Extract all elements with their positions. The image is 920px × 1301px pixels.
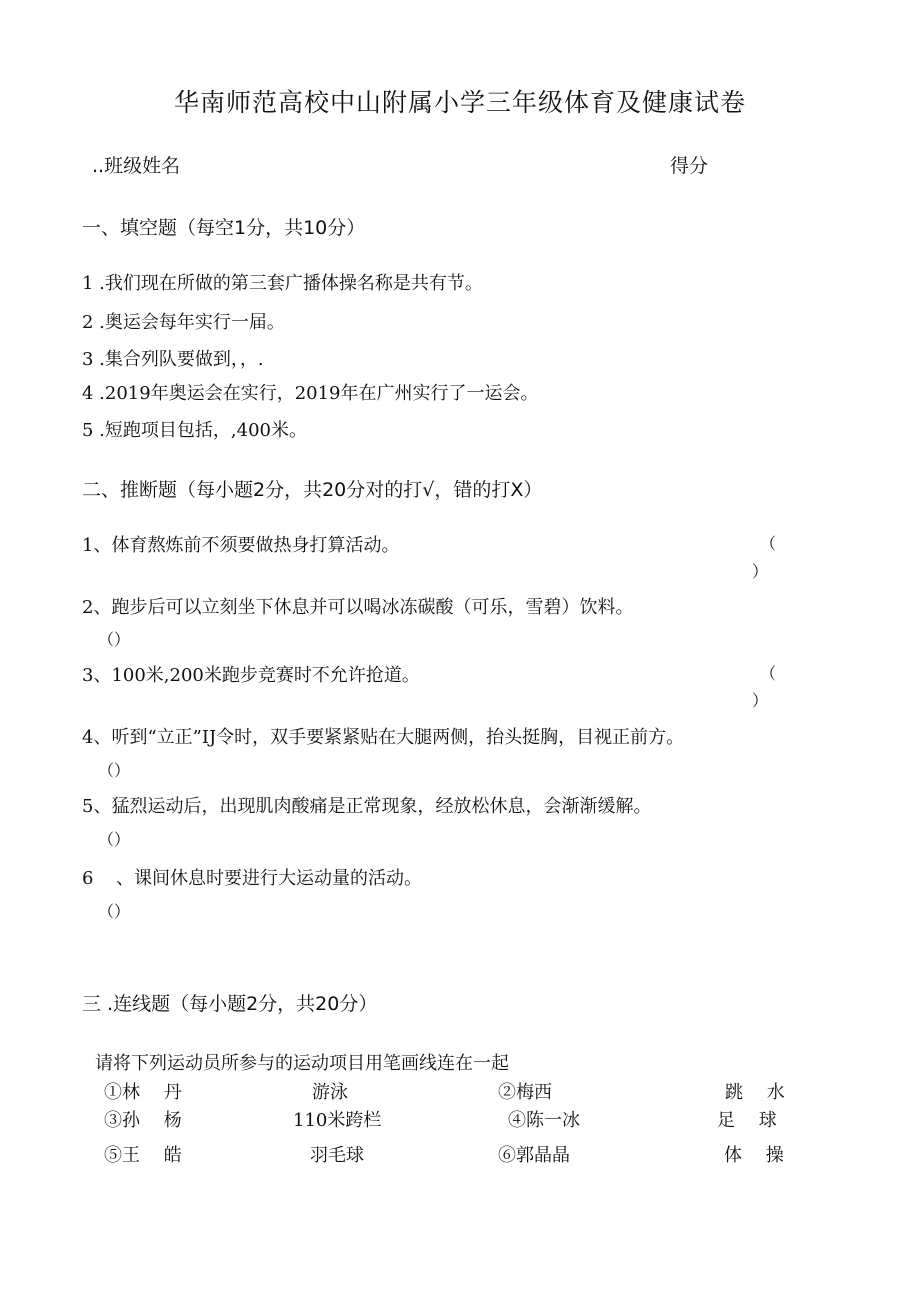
judge-question-6-number: 6: [82, 868, 94, 889]
judge-question-4: 4、听到“立正”IJ令时，双手要紧紧贴在大腿两侧，抬头挺胸，目视正前方。: [82, 727, 685, 748]
fill-question-2: 2 .奥运会每年实行一届。: [82, 312, 285, 333]
answer-paren-open: （: [760, 534, 777, 553]
judge-question-5: 5、猛烈运动后，出现肌肉酸痛是正常现象，经放松休息，会渐渐缓解。: [82, 796, 652, 817]
answer-paren: （）: [98, 630, 131, 649]
section1-heading: 一、填空题（每空1分，共10分）: [82, 217, 366, 239]
sport-name: 跳 水: [725, 1082, 785, 1103]
class-name-label: ..班级姓名: [92, 155, 181, 177]
fill-question-1: 1 .我们现在所做的第三套广播体操名称是共有节。: [82, 273, 483, 294]
fill-question-4: 4 .2019年奥运会在实行，2019年在广州实行了一运会。: [82, 383, 539, 404]
answer-paren-open: （: [760, 664, 777, 683]
athlete-name: ②梅西: [498, 1082, 552, 1103]
answer-paren-close: ）: [752, 562, 769, 581]
answer-paren: （）: [98, 830, 131, 849]
answer-paren-close: ）: [752, 691, 769, 710]
page-title: 华南师范高校中山附属小学三年级体育及健康试卷: [173, 88, 746, 117]
sport-name: 体 操: [724, 1145, 784, 1166]
fill-question-3: 3 .集合列队要做到，，.: [82, 349, 264, 370]
section2-heading: 二、推断题（每小题2分，共20分对的打√，错的打X）: [82, 479, 543, 501]
answer-paren: （）: [98, 902, 131, 921]
judge-question-6: 、课间休息时要进行大运动量的活动。: [116, 868, 422, 889]
judge-question-3: 3、100米,200米跑步竞赛时不允许抢道。: [82, 665, 420, 686]
matching-instruction: 请将下列运动员所参与的运动项目用笔画线连在一起: [95, 1053, 509, 1074]
athlete-name: ①林 丹: [104, 1082, 182, 1103]
athlete-name: ⑤王 皓: [104, 1145, 182, 1166]
answer-paren: （）: [98, 761, 131, 780]
score-label: 得分: [670, 155, 709, 177]
judge-question-1: 1、体育熬炼前不须要做热身打算活动。: [82, 535, 400, 556]
sport-name: 110米跨栏: [293, 1110, 382, 1131]
athlete-name: ⑥郭晶晶: [498, 1145, 570, 1166]
judge-question-2: 2、跑步后可以立刻坐下休息并可以喝冰冻碳酸（可乐，雪碧）饮料。: [82, 597, 634, 618]
sport-name: 足 球: [717, 1110, 777, 1131]
athlete-name: ③孙 杨: [104, 1110, 182, 1131]
athlete-name: ④陈一冰: [508, 1110, 580, 1131]
fill-question-5: 5 .短跑项目包括，,400米。: [82, 420, 307, 441]
section3-heading: 三 .连线题（每小题2分，共20分）: [82, 993, 378, 1015]
sport-name: 羽毛球: [310, 1145, 364, 1166]
sport-name: 游泳: [312, 1082, 348, 1103]
